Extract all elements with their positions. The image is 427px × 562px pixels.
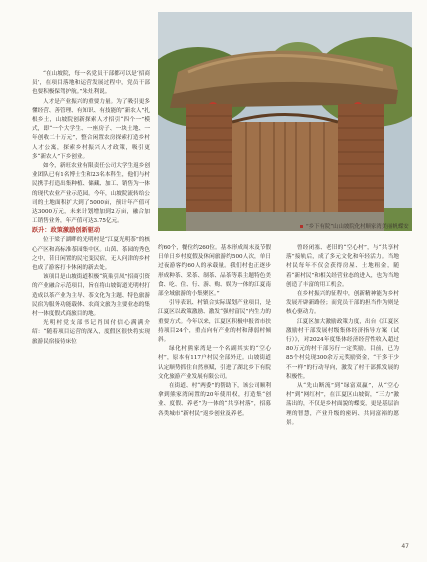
paragraph: 如今，新旺农业有限责任公司大学生返乡创业团队已有1名博士生和23名本科生，他们与村民携手打造出集种植、储藏、加工、销售为一体的现代农业产业示范园。今年，山坡院流转给公司的土地面积扩大到了5000亩，预计年产值可达3000万元，未来计划增加到2万亩，融合加工销售业务，年产值可达3.75亿元。 (32, 163, 150, 225)
paragraph: 曾经闭塞、老旧的“空心村”，与“共享村落”接轨后，成了多元文化和年轻活力。当地村民每年不仅会获得房屋、土地租金，随着“新村民”和相关经营业态的进入，也为当地创造了丰富的用工机会。 (286, 245, 399, 288)
page-number: 47 (401, 543, 409, 550)
text-column-1 (32, 70, 150, 347)
photo-caption (300, 222, 409, 230)
village-gate-photo (158, 12, 412, 231)
paragraph: 约60个，餐位约260位。基本形成周末及节假日单日乡村度假及休闲旅游约500人次，单日过夜游客约60人的承载量。我们村也正逐步形成种茶、采茶、制茶、品茶等系主题特色美食、吃、住、行、游、购、娱为一体的江夏南部全域旅游的小集聚区。” (158, 245, 271, 298)
paragraph: 光明村党支部书记肖国付信心满满介绍：“随着项目运营的深入，度假区很快将实现旅游民宿接待床位 (32, 320, 150, 345)
caption-arrow-icon (300, 225, 303, 228)
paragraph: 江夏区加大激励政策力度，出台《江夏区激励村干部发展村级集体经济指导方案（试行）》，对2024年度集体经济经营性收入超过80万元的村干部另行一定奖励。目前，已为85个村兑现300余万元奖励资金，“干多干少不一样”的行动导向，激发了村干部抓发展的积极性。 (286, 318, 399, 380)
section-heading: 跃升：政策激励创新驱动 (32, 227, 101, 235)
photo-illustration (158, 12, 412, 231)
caption-text: “乡下有院”山山坡院化村顺家湾美丽帆蝶安 (306, 224, 409, 230)
paragraph: 在街道、村“两委”的帮助下，该公司顺利拿到熊家湾闲置的20年使用权，打造集“创业、度假、养老”为一体的“共享村落”，招募各类城市“新村民”返乡创业及养老。 (158, 383, 271, 417)
paragraph: 该项目是山坡街道积极“筑巢引凤”招商引资的产业融合示范项目，旨在将山坡街道光明村打造成以茶产业为主导、茶文化为主题、特色旅游民宿为服务功能载体、农商文旅为主要业态的集村一体度假式商旅目的地。 (32, 274, 150, 318)
paragraph: 绿化村熊家湾是一个名副其实的“空心村”，原本有117户村民全部外迁。山坡街道认定顺势抓住自然禀赋，引进了湖北乡下有院文化旅游产业发展有限公司。 (158, 346, 271, 380)
paragraph: 在乡村振兴的征程中，创新精神能为乡村发展开辟新路径；而党员干部的担当作为则是核心驱动力。 (286, 291, 399, 316)
paragraph: 引导表讯、村镇合实际谋划产业项目，是江夏区以政策激励、激发“强村富民”内生力的重要方式。今年以来，江夏区积极申报省市扶持项目24个，重点向有产业的村和薄弱村倾斜。 (158, 300, 271, 344)
text-column-3 (286, 244, 399, 428)
paragraph: 从“先山断流”到“绿富双赢”，从“空心村”到“网红村”，在江夏区山坡街，“三力”激荡出的，不仅是乡村面貌的蝶变，更是基层治理的智慧，产业升级的密码、共同富裕的愿景。 (286, 383, 399, 426)
text-column-2 (158, 244, 271, 419)
paragraph: 人才是产业振兴的重要力量。为了吸引更多懂经营、善管理、有知识、有技能的“新农人”扎根乡土，山坡院创新探索人才招引“四个一”模式，即“一个大学生、一座房子、一块土地、一年创收二十万元”，整合闲置农房探索打造乡村人才公寓，探索乡村振兴人才政策，吸引更多“新农人”下乡创业。 (32, 98, 150, 160)
paragraph: 位于梁子湖畔的光明村是“江夏光明茶”的核心产区和高标准茶园集中区。山茵、茶园的秀色之中，昔日闲置的民宅变民宿，无人问津的乡村也成了游客打卡休闲的新去处。 (32, 237, 150, 272)
paragraph: “在山坡院，每一名党员干部都可以是‘招商员’，在项目落地和运营发展过程中，党员干部也要积极保驾护航。”朱灶利说。 (32, 71, 150, 96)
